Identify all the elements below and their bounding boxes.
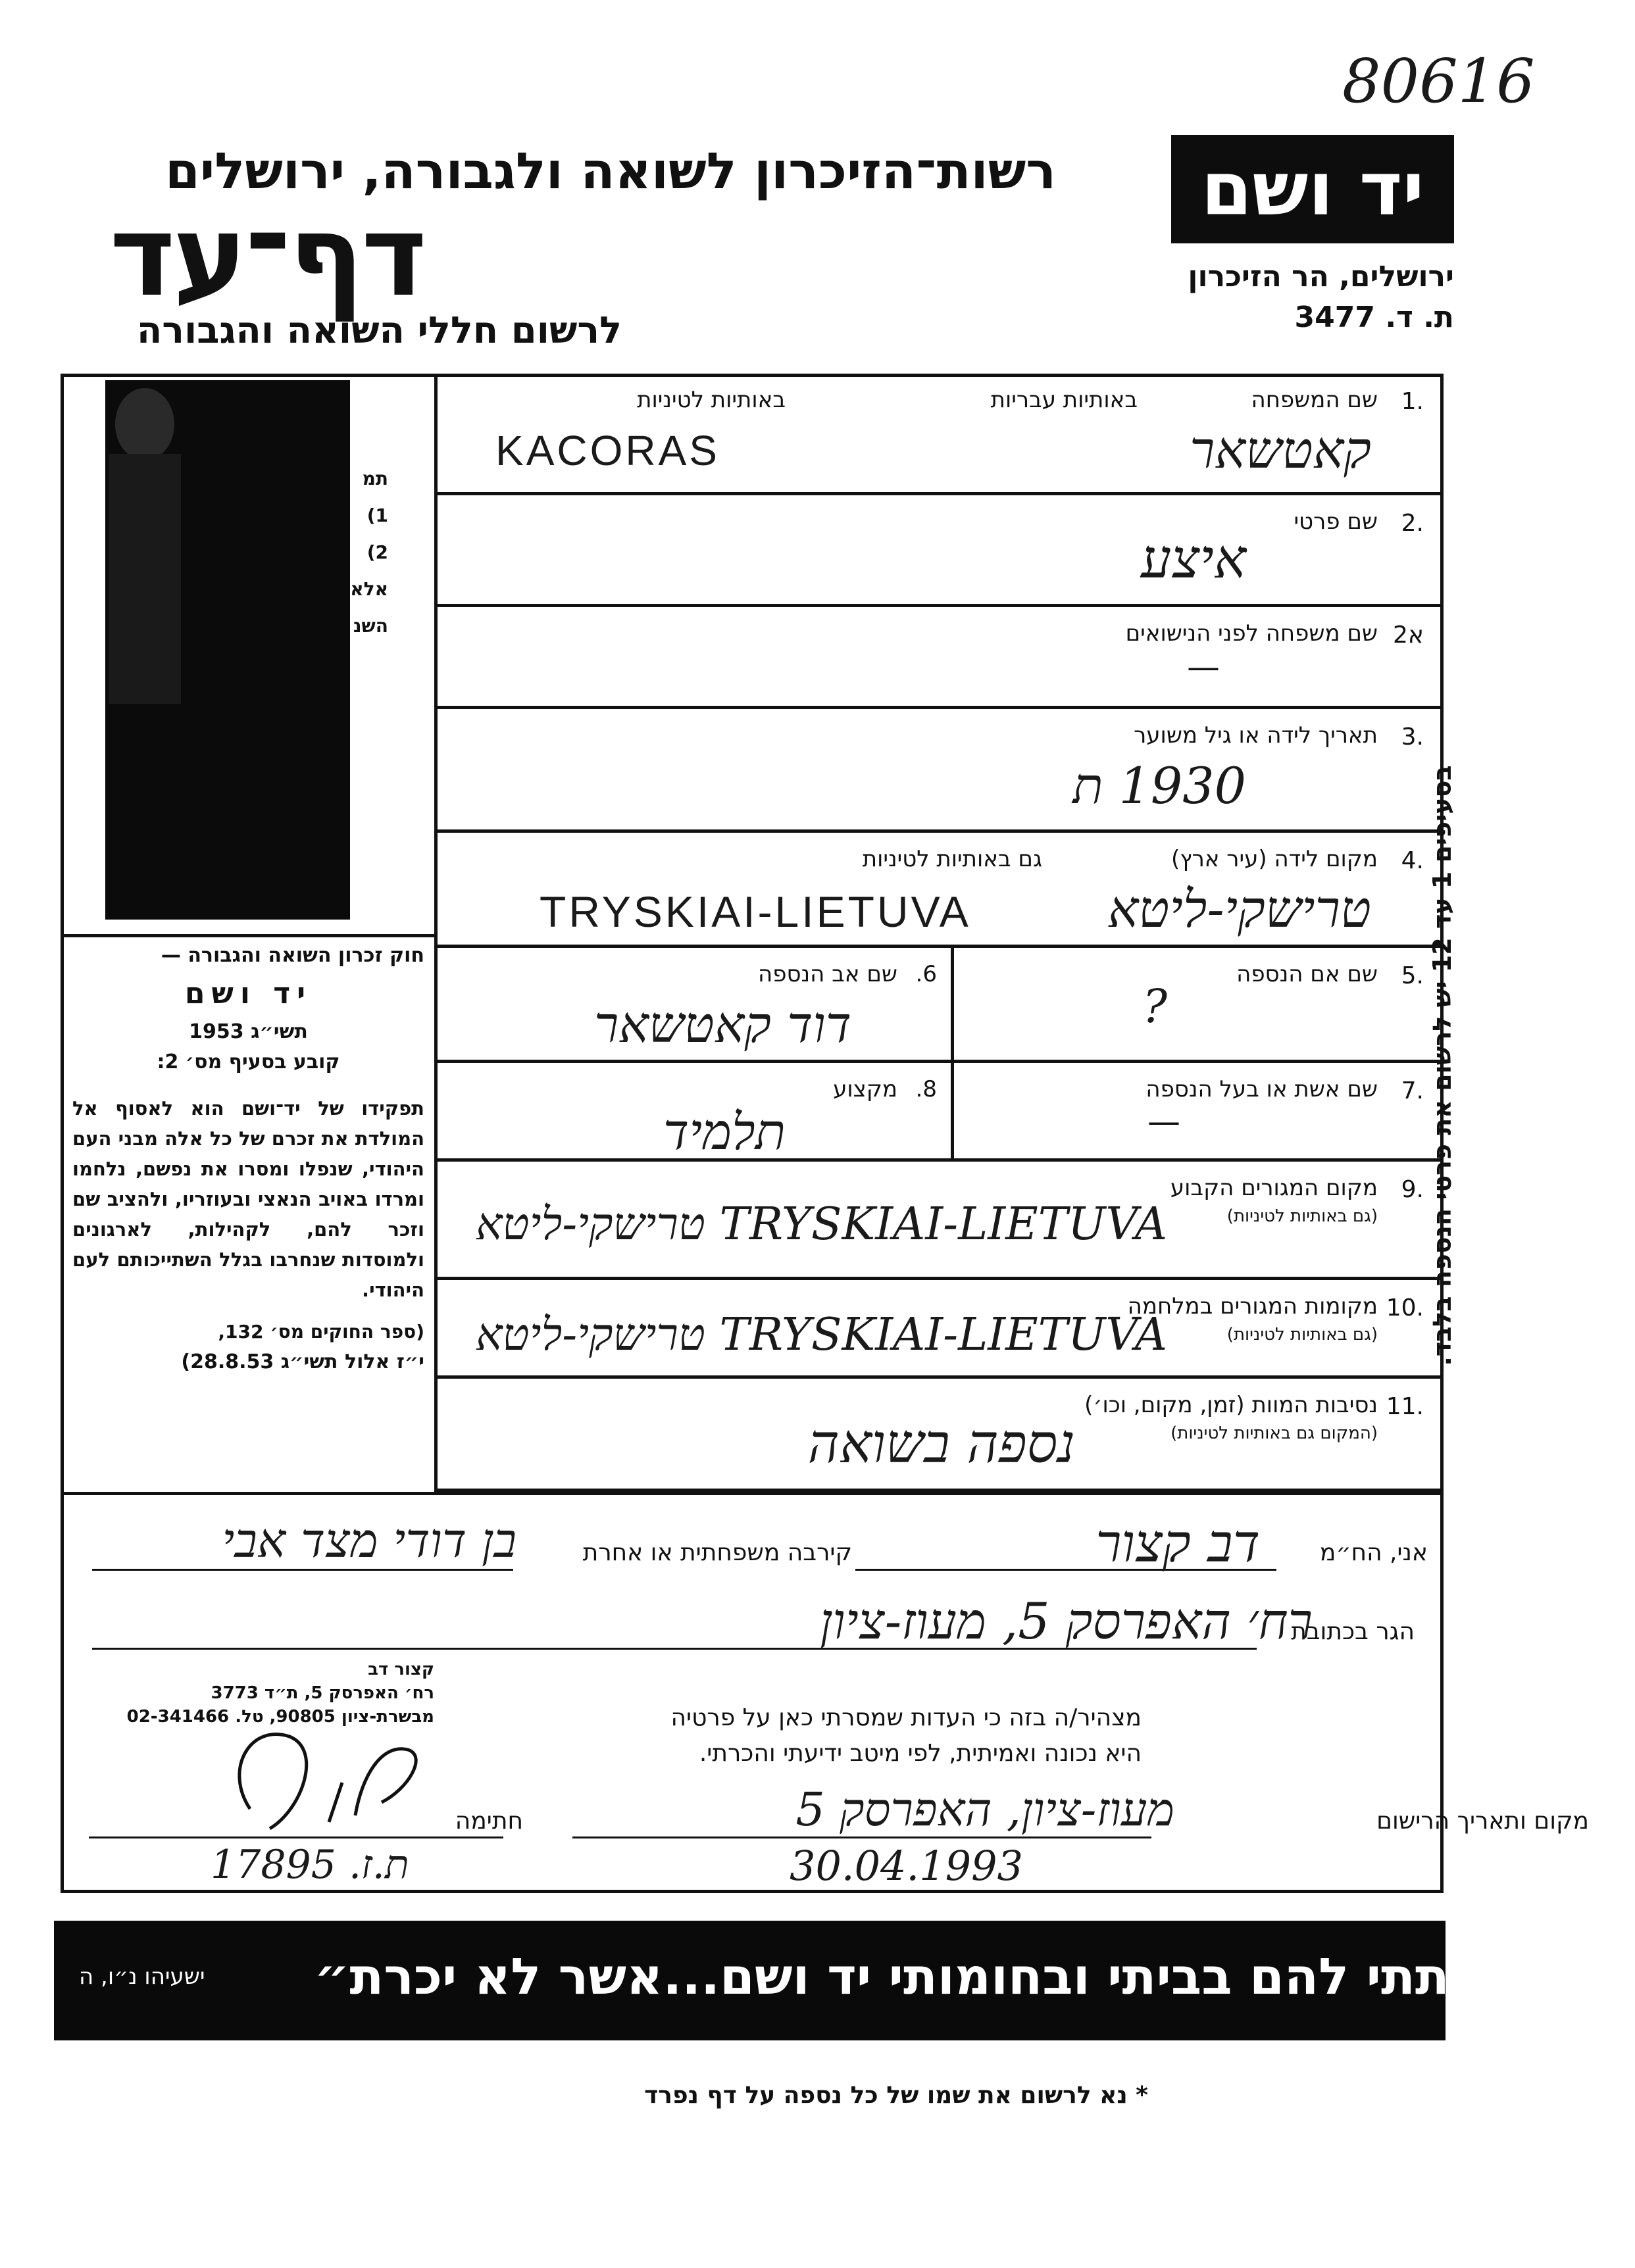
address-line-2: ת. ד. 3477: [1294, 301, 1454, 334]
photo-figure: [109, 454, 181, 704]
relation-value: בן דודי מצד אבי: [222, 1513, 516, 1568]
field-label: נסיבות המוות (זמן, מקום, וכו׳): [1084, 1392, 1378, 1418]
column-divider: [951, 1063, 954, 1162]
field-label: שם המשפחה: [1251, 387, 1378, 413]
page-subtitle: לרשום חללי השואה והגבורה: [136, 309, 622, 352]
address-line-1: ירושלים, הר הזיכרון: [1188, 260, 1454, 293]
field-label: שם משפחה לפני הנישואים: [1125, 620, 1378, 647]
father-name-value: דוד קאטשאר: [594, 995, 851, 1054]
field-sublabel: (גם באותיות לטיניות): [1226, 1206, 1378, 1226]
photo-face: [115, 388, 174, 460]
field-row-maiden-name: 2א שם משפחה לפני הנישואים —: [438, 607, 1444, 709]
law-text-block: [72, 941, 424, 1377]
field-row-family-name: 1. שם המשפחה באותיות עבריות באותיות לטיניות קאטשאר KACORAS: [438, 374, 1444, 495]
family-name-latin: KACORAS: [495, 427, 720, 474]
field-row-birth-place: 4. מקום לידה (עיר ארץ) גם באותיות לטיניות טרישקי-ליטא TRYSKIAI-LIETUVA: [438, 833, 1444, 948]
profession-num: 8.: [915, 1076, 937, 1102]
section-divider: [61, 1492, 1444, 1495]
side-note: בסעיפים 1 עד 12 יש לרשום את פרטי הנספה בלבד.: [1428, 765, 1457, 1366]
hebrew-letters-header: באותיות עבריות: [990, 387, 1138, 413]
field-row-spouse-profession: 7. שם אשת או בעל הנספה — 8. מקצוע תלמיד: [438, 1063, 1444, 1162]
field-row-birth-date: 3. תאריך לידה או גיל משוער 1930 ת: [438, 709, 1444, 833]
spouse-name-value: —: [1147, 1102, 1180, 1141]
profession-value: תלמיד: [663, 1102, 786, 1161]
page-title: דף־עד: [109, 191, 424, 322]
declarant-label: אני, הח״מ: [1319, 1539, 1428, 1566]
address-block: [1188, 257, 1454, 338]
registration-place: מעוז-ציון, האפרסק 5: [795, 1783, 1174, 1837]
birth-place-hebrew: טרישקי-ליטא: [1107, 880, 1371, 939]
law-reference-2: י״ז אלול תשי״ג 28.8.53): [181, 1350, 424, 1373]
mother-name-value: ?: [1142, 979, 1167, 1033]
law-paragraph: תפקידו של יד־ושם הוא לאסוף אל המולדת את זכרם של כל אלה מבני העם היהודי, שנפלו ומסרו את נפשם, נלחמו ומרדו באויב הנאצי ובעוזריו, ולהציב שם וזכר להם, לקהילות, לארגונים ולמוסדות שנחרבו בגלל השתייכותם לעם היהודי.: [72, 1097, 424, 1301]
field-label: תאריך לידה או גיל משוער: [1134, 722, 1378, 749]
maiden-name-value: —: [1187, 648, 1220, 686]
signature-label: חתימה: [455, 1808, 523, 1835]
spouse-name-label: שם אשת או בעל הנספה: [1145, 1076, 1378, 1102]
first-name-value: איצע: [1140, 528, 1246, 591]
field-label: מקומות המגורים במלחמה: [1127, 1293, 1378, 1319]
declaration-text: מצהיר/ה בזה כי העדות שמסרתי כאן על פרטיה היא נכונה ואמיתית, לפי מיטב ידיעתי והכרתי.: [670, 1704, 1142, 1767]
address-value: רח׳ האפרסק 5, מעוז-ציון: [820, 1592, 1313, 1650]
birth-place-latin: TRYSKIAI-LIETUVA: [540, 887, 971, 936]
declarant-name: דב קצור: [1095, 1513, 1260, 1574]
field-label: מקום לידה (עיר ארץ): [1170, 846, 1378, 872]
divider: [61, 934, 438, 937]
birth-date-value: 1930 ת: [1072, 756, 1246, 815]
law-title: חוק זכרון השואה והגבורה —: [161, 944, 424, 967]
relation-label: קירבה משפחתית או אחרת: [582, 1539, 852, 1566]
footnote-marker: *: [1136, 2082, 1148, 2109]
column-divider: [951, 948, 954, 1060]
field-row-wartime-residence: 10. מקומות המגורים במלחמה (גם באותיות לטיניות) TRYSKIAI-LIETUVA טרישקי-ליטא: [438, 1280, 1444, 1379]
field-sublabel: (המקום גם באותיות לטיניות): [1170, 1423, 1378, 1443]
quote-source: ישעיהו נ״ו, ה: [79, 1963, 205, 1990]
archive-number: 80616: [1342, 46, 1535, 116]
family-name-hebrew: קאטשאר: [1189, 421, 1371, 480]
law-clause: קובע בסעיף מס׳ 2:: [157, 1050, 340, 1073]
latin-letters-header: באותיות לטיניות: [637, 387, 786, 413]
field-row-first-name: 2. שם פרטי איצע: [438, 495, 1444, 607]
footer-quote: ״..ונתתי להם בביתי ובחומותי יד ושם...אשר לא יכרת״: [314, 1947, 1563, 2006]
photo-caption: תמ 1) 2) אלא השנ: [350, 468, 388, 637]
law-year: תשי״ג 1953: [189, 1020, 308, 1043]
profession-label: מקצוע: [833, 1076, 897, 1102]
footnote-text: נא לרשום את שמו של כל נספה על דף נפרד: [644, 2082, 1128, 2109]
underline: [92, 1569, 513, 1571]
permanent-residence-value: TRYSKIAI-LIETUVA טרישקי-ליטא: [475, 1198, 1167, 1250]
law-name: יד ושם: [184, 977, 313, 1010]
declarant-stamp: קצור דב רח׳ האפרסק 5, ת״ד 3773 מבשרת-ציון 90805, טל. 02-341466: [126, 1660, 434, 1727]
address-label: הגר בכתובת: [1291, 1618, 1415, 1645]
footnote: [644, 2082, 1148, 2109]
field-label: מקום המגורים הקבוע: [1170, 1175, 1378, 1201]
signature: [211, 1710, 447, 1848]
wartime-residence-value: TRYSKIAI-LIETUVA טרישקי-ליטא: [475, 1309, 1167, 1361]
place-date-label: מקום ותאריך הרישום: [1376, 1808, 1589, 1835]
latin-letters-header: גם באותיות לטיניות: [862, 846, 1042, 872]
authority-title: רשות־הזיכרון לשואה ולגבורה, ירושלים: [165, 141, 1056, 200]
law-reference-1: (ספר החוקים מס׳ 132,: [218, 1321, 424, 1343]
mother-name-label: שם אם הנספה: [1236, 961, 1378, 987]
registration-date: 30.04.1993: [790, 1842, 1023, 1890]
father-name-label: שם אב הנספה: [758, 961, 897, 987]
signature-id: ת.ז. 17895: [211, 1842, 409, 1888]
field-row-parents: 5. שם אם הנספה ? 6. שם אב הנספה דוד קאטשאר: [438, 948, 1444, 1063]
field-sublabel: (גם באותיות לטיניות): [1226, 1325, 1378, 1344]
death-circumstances-value: נספה בשואה: [807, 1413, 1075, 1475]
field-label: שם פרטי: [1294, 508, 1378, 535]
yad-vashem-logo: יד ושם: [1171, 135, 1454, 243]
field-row-permanent-residence: 9. מקום המגורים הקבוע (גם באותיות לטיניות) TRYSKIAI-LIETUVA טרישקי-ליטא: [438, 1162, 1444, 1280]
field-row-death-circumstances: 11. נסיבות המוות (זמן, מקום, וכו׳) (המקום גם באותיות לטיניות) נספה בשואה: [438, 1379, 1444, 1492]
father-num: 6.: [915, 961, 937, 987]
